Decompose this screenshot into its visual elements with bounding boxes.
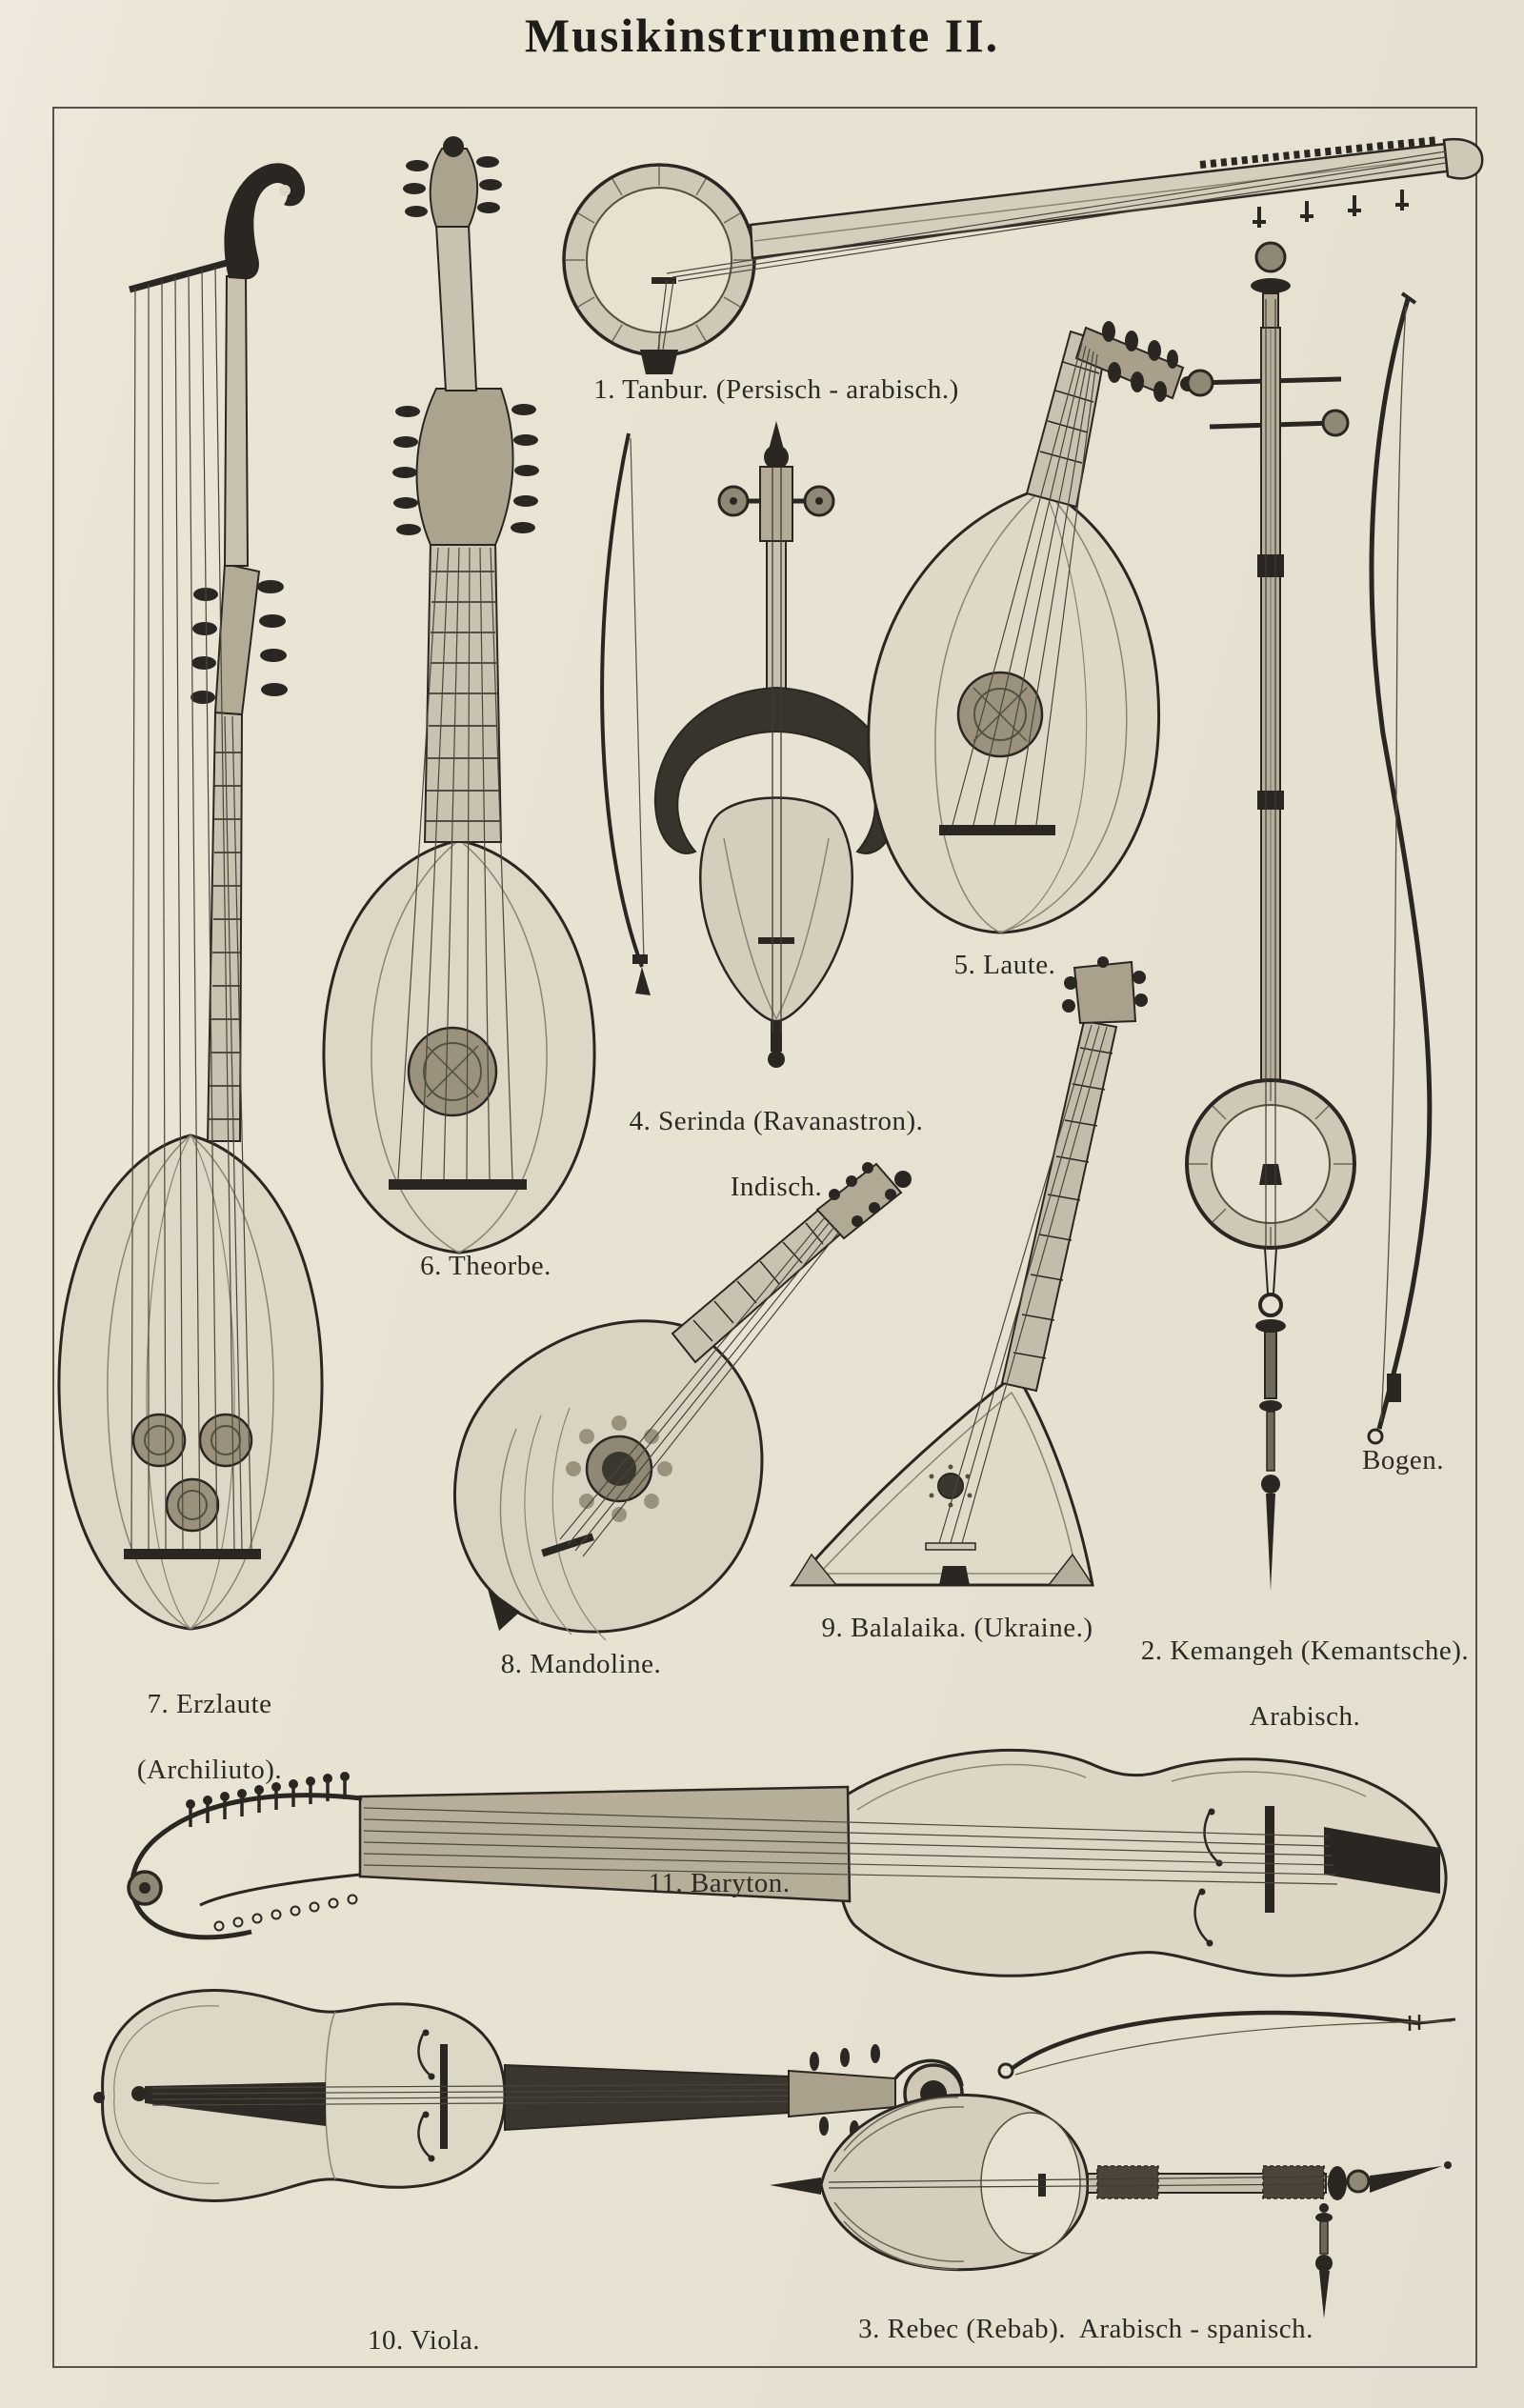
caption-kemangeh-line1: 2. Kemangeh (Kemantsche).	[1140, 1635, 1470, 1667]
caption-serinda-line1: 4. Serinda (Ravanastron).	[629, 1106, 924, 1137]
caption-baryton: 11. Baryton.	[648, 1868, 791, 1898]
laute-illustration	[857, 248, 1200, 972]
caption-serinda-line2: Indisch.	[730, 1171, 823, 1202]
caption-erzlaute-line2: (Archiliuto).	[136, 1754, 283, 1785]
caption-viola: 10. Viola.	[368, 2325, 480, 2356]
caption-theorbe: 6. Theorbe.	[420, 1251, 551, 1281]
caption-mandoline: 8. Mandoline.	[500, 1649, 662, 1679]
caption-erzlaute	[86, 1656, 333, 1818]
rebec-illustration	[752, 1981, 1476, 2324]
caption-rebec: 3. Rebec (Rebab). Arabisch - spanisch.	[858, 2314, 1313, 2344]
caption-tanbur: 1. Tanbur. (Persisch - arabisch.)	[593, 374, 959, 405]
caption-kemangeh-line2: Arabisch.	[1249, 1700, 1361, 1732]
caption-bogen: Bogen.	[1362, 1445, 1444, 1475]
caption-kemangeh	[1124, 1602, 1486, 1765]
balalaika-illustration	[752, 953, 1153, 1619]
caption-balalaika: 9. Balalaika. (Ukraine.)	[821, 1613, 1093, 1643]
bogen-illustration	[1324, 286, 1476, 1457]
page-title: Musikinstrumente II.	[524, 9, 1000, 62]
caption-laute: 5. Laute.	[953, 950, 1056, 980]
erzlaute-illustration	[38, 124, 343, 1648]
caption-erzlaute-line1: 7. Erzlaute	[147, 1689, 272, 1720]
caption-serinda	[581, 1073, 972, 1235]
